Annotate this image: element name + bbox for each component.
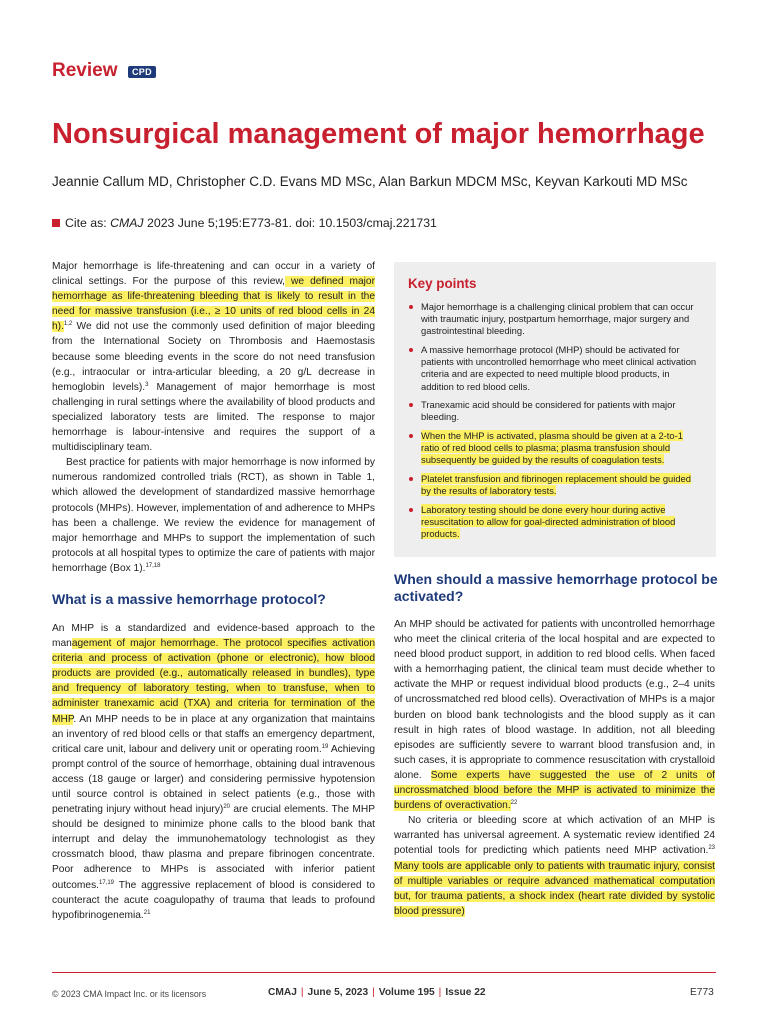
- author-list: Jeannie Callum MD, Christopher C.D. Evans MD MSc, Alan Barkun MDCM MSc, Keyvan Karkouti MD MSc: [52, 174, 688, 189]
- text-run: The aggressive replacement of blood is considered to counteract the acute coagulopathy of trauma that leads to profound hypofibrinogenemia.: [52, 879, 375, 921]
- key-points-list: [408, 301, 702, 540]
- text-run: A massive hemorrhage protocol (MHP) should be activated for patients with uncontrolled hemorrhage who meet clinical activation criteria and are expected to need multiple blood products, in addition to red blood cells.: [421, 344, 697, 392]
- reference-sup[interactable]: 17,18: [145, 562, 161, 569]
- left-column: [52, 259, 375, 923]
- text-run: Major hemorrhage is a challenging clinical problem that can occur with traumatic injury, postpartum hemorrhage, major surgery and gastrointestinal bleeding.: [421, 301, 694, 337]
- footer-date: June 5, 2023: [307, 987, 369, 998]
- footer-divider: [52, 972, 716, 973]
- journal-issue-info: [268, 987, 486, 998]
- text-run: An MHP should be activated for patients with uncontrolled hemorrhage who meet the clinical criteria of the local hospital and are expected to need blood product support, in addition to red blood cells. When faced with a hemorrhaging patient, the clinical team must decide whether to activate the MHP or request individual blood products (e.g., 2–4 units of uncrossmatched red blood cells). Overactivation of MHPs is a major burden on blood bank technologists and the blood supply as it can result in high rates of blood wastage. In addition, not all bleeding episodes are sufficiently severe to warrant blood transfusion and, in such cases, it is appropriate to commence resuscitation with crystalloid alone.: [394, 619, 715, 781]
- section-heading-activation: When should a massive hemorrhage protocol be activated?: [394, 571, 718, 604]
- text-run: Achieving prompt control of the source of hemorrhage, obtaining dual intravenous access (18 gauge or larger) and considering permissive hypotension until source control is obtained in select patients (e.g., those with penetrating injury without head injury): [52, 743, 375, 816]
- footer-issue: Issue 22: [445, 987, 486, 998]
- activation-paragraph: [394, 617, 715, 813]
- highlight: we defined major hemorrhage as life-threatening bleeding that is likely to result in the need for massive transfusion (i.e., ≥ 10 units of red blood cells in 24 h).: [52, 276, 375, 333]
- reference-sup[interactable]: 22: [510, 800, 518, 807]
- citation-line: [52, 216, 437, 230]
- text-run: Tranexamic acid should be considered for patients with major bleeding.: [421, 399, 676, 423]
- separator: |: [372, 987, 375, 998]
- cite-rest[interactable]: 2023 June 5;195:E773-81. doi: 10.1503/cmaj.221731: [143, 216, 437, 230]
- highlight: Some experts have suggested the use of 2 units of uncrossmatched blood before the MHP is activated to minimize the burdens of overactivation.: [394, 769, 715, 812]
- reference-sup[interactable]: 21: [143, 909, 151, 916]
- right-column: [394, 617, 715, 919]
- highlight: Laboratory testing should be done every hour during active resuscitation to allow for goal-directed administration of blood products.: [421, 503, 676, 540]
- intro-paragraph: [52, 259, 375, 455]
- text-run: Best practice for patients with major hemorrhage is now informed by numerous randomized controlled trials (RCT), as shown in Table 1, which allowed the development of standardized massive hemorrhage protocols (MHPs). However, implementation of and adherence to MHPs has been a challenge. We review the evidence for management of major hemorrhage and MHPs to support the implementation of such protocols at all hospital types to optimize the care of patients with major hemorrhage (Box 1).: [52, 457, 375, 574]
- reference-sup[interactable]: 1,2: [63, 321, 73, 328]
- highlight: agement of major hemorrhage. The protocol specifies activation criteria and process of activation (phone or electronic), how blood products are provided (e.g., automatically released in bundles), type and frequency of laboratory testing, when to transfuse, when to administer tranexamic acid (TXA) and criteria for termination of the MHP: [52, 638, 375, 725]
- page-number: E773: [690, 987, 714, 998]
- highlight: Many tools are applicable only to patients with traumatic injury, consist of multiple variables or require advanced mathematical computation but, for trauma patients, a shock index (heart rate divided by systolic blood pressure): [394, 860, 715, 917]
- highlight: Platelet transfusion and fibrinogen replacement should be guided by the results of laboratory tests.: [421, 473, 691, 497]
- citation-square-icon: [52, 219, 60, 227]
- key-point-item: [408, 344, 702, 393]
- reference-sup[interactable]: 23: [708, 845, 715, 852]
- text-run: Major hemorrhage is life-threatening and can occur in a variety of clinical settings. For the purpose of this review,: [52, 261, 375, 288]
- cite-prefix: Cite as:: [65, 216, 111, 230]
- reference-sup[interactable]: 20: [223, 804, 231, 811]
- reference-sup[interactable]: 3: [145, 381, 149, 388]
- section-heading-mhp: What is a massive hemorrhage protocol?: [52, 590, 326, 607]
- cpd-badge: CPD: [128, 66, 156, 78]
- key-point-item: [408, 430, 702, 467]
- section-label: Review: [52, 60, 118, 81]
- copyright: © 2023 CMA Impact Inc. or its licensors: [52, 989, 207, 999]
- highlight: When the MHP is activated, plasma should be given at a 2-to-1 ratio of red blood cells to plasma; plasma transfusion should subsequently be guided by the results of coagulation tests.: [421, 430, 683, 466]
- separator: |: [438, 987, 442, 998]
- key-point-item: [408, 399, 702, 423]
- key-point-item: [408, 473, 702, 497]
- cite-journal: CMAJ: [110, 216, 144, 230]
- footer-volume: Volume 195: [378, 987, 435, 998]
- text-run: No criteria or bleeding score at which activation of an MHP is warranted has universal agreement. A systematic review identified 24 potential tools for predicting which patients need MHP activation.: [394, 815, 715, 857]
- text-run: are crucial elements. The MHP should be designed to minimize phone calls to the blood bank that interrupt and delay the immunohematology technologist as they crossmatch blood, thaw plasma and prepare fibrinogen concentrate. Poor adherence to MHPs is associated with inferior patient outcomes.: [52, 804, 375, 891]
- separator: |: [300, 987, 304, 998]
- reference-sup[interactable]: 19: [321, 743, 329, 750]
- key-point-item: [408, 301, 702, 338]
- footer-journal: CMAJ: [268, 987, 297, 998]
- criteria-paragraph: [394, 813, 715, 919]
- best-practice-paragraph: [52, 455, 375, 576]
- reference-sup[interactable]: 17,19: [99, 879, 115, 886]
- key-points-box: [394, 262, 716, 557]
- key-point-item: [408, 504, 702, 541]
- text-run: Management of major hemorrhage is most challenging in rural settings where the availability of blood products and specialized laboratory tests are limited. The response to major hemorrhage is labour-intensive and requires the support of a multidisciplinary team.: [52, 381, 375, 454]
- key-points-heading: Key points: [408, 276, 477, 291]
- text-run: An MHP is a standardized and evidence-based approach to the man: [52, 622, 375, 650]
- text-run: We did not use the commonly used definition of major bleeding from the International Society on Thrombosis and Haemostasis because some bleeding events in the score do not need transfusion (e.g., intraocular or intra-articular bleeding, a 20 g/L decrease in hemoglobin levels).: [52, 321, 375, 393]
- mhp-paragraph: [52, 621, 375, 923]
- article-title: Nonsurgical management of major hemorrhage: [52, 118, 705, 150]
- text-run: . An MHP needs to be in place at any organization that maintains an inventory of red blood cells or that staffs an emergency department, critical care unit, labour and delivery unit or operating room.: [52, 713, 375, 755]
